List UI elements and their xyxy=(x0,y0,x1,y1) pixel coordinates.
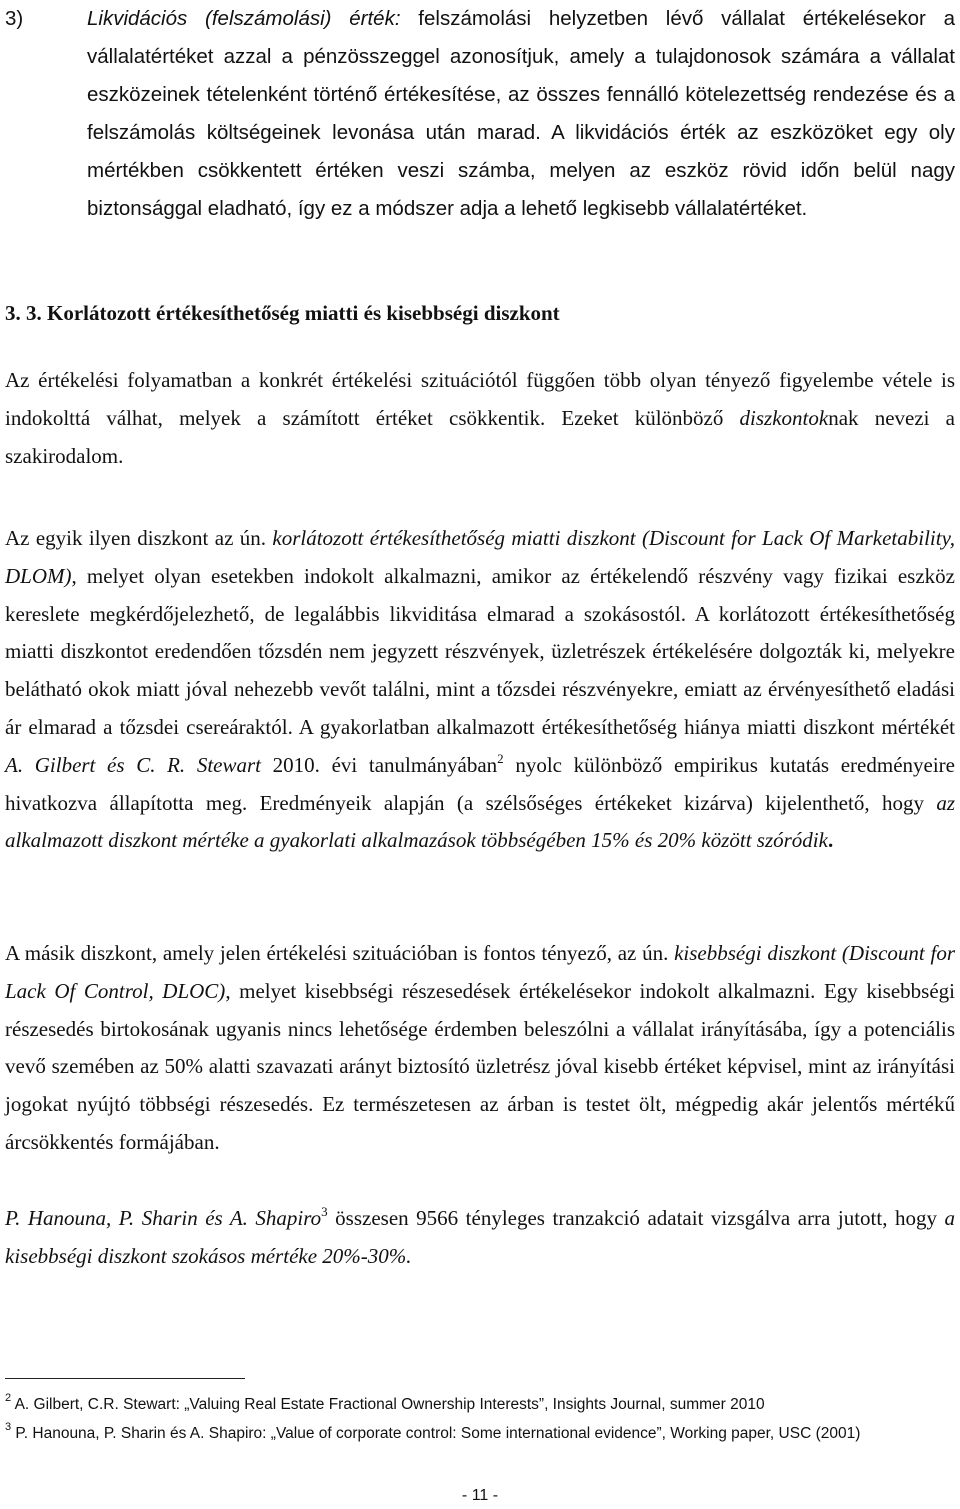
footnote-3: $^3$ P. Hanouna, P. Sharin és A. Shapiro: „Value of corporate control: Some international evidence”, Working paper, USC (2001) xyxy=(5,1421,861,1442)
list-item-text: felszámolási helyzetben lévő vállalat értékelésekor a vállalatértéket azzal a pénzösszeggel azonosítjuk, amely a tulajdonosok számára a vállalat eszközeinek tételenként történő értékesítése, az összes fennálló kötelezettség rendezése és a felszámolás költségeinek levonása után marad. xyxy=(87,7,955,144)
paragraph-3: A másik diszkont, amely jelen értékelési szituációban is fontos tényező, az ún. kisebbségi diszkont (Discount for Lack Of Control, DLOC), melyet kisebbségi részesedések értékelésekor indokolt alkalmazni. Egy kisebbségi részesedés birtokosának ugyanis nincs lehetősége érdemben beleszólni a vállalat irányításába, így a potenciális vevő szemében az 50% alatti szavazati arányt biztosító üzletrész jóval kisebb értéket képvisel, mint az irányítási jogokat nyújtó többségi részesedés. Ez természetesen az árban is testet ölt, mégpedig akár jelentős mértékű árcsökkentés formájában. xyxy=(5,941,956,1154)
paragraph-1: Az értékelési folyamatban a konkrét értékelési szituációtól függően több olyan tényező figyelembe vétele is indokolttá válhat, melyek a számított értéket csökkentik. Ezeket különböző diszkontoknak nevezi a szakirodalom. xyxy=(5,368,955,468)
list-item-liquidation-value xyxy=(5,0,955,228)
footnote-2: $^2$ A. Gilbert, C.R. Stewart: „Valuing Real Estate Fractional Ownership Interests”, Insights Journal, summer 2010 xyxy=(5,1392,765,1413)
footnote-ref-2[interactable]: 2 xyxy=(497,750,504,766)
paragraph-2: Az egyik ilyen diszkont az ún. korlátozott értékesíthetőség miatti diszkont (Discount for Lack Of Marketability, DLOM), melyet olyan esetekben indokolt alkalmazni, amikor az értékelendő részvény vagy fizikai eszköz kereslete megkérdőjelezhető, de legalábbis likviditása elmarad a szokásostól. A korlátozott értékesíthetőség miatti diszkontot eredendően tőzsdén nem jegyzett részvények, üzletrészek értékelésére dolgozták ki, melyekre belátható okok miatt jóval nehezebb vevőt találni, mint a tőzsdei részvényekre, emiatt az érvényesíthető eladási ár elmarad a tőzsdei csereáraktól. A gyakorlatban alkalmazott értékesíthetőség hiánya miatti diszkont mértékét A. Gilbert és C. R. Stewart 2010. évi tanulmányában$^2$ nyolc különböző empirikus kutatás eredményeire hivatkozva állapította meg. Eredményeik alapján (a szélsőséges értékeket kizárva) kijelenthető, hogy az alkalmazott diszkont mértéke a gyakorlati alkalmazások többségében 15% és 20% között szóródik. xyxy=(5,526,955,853)
page-number: - 11 - xyxy=(461,1487,499,1504)
paragraph-4: P. Hanouna, P. Sharin és A. Shapiro$^3$ összesen 9566 tényleges tranzakció adatait vizsgálva arra jutott, hogy a kisebbségi diszkont szokásos mértéke 20%-30%. xyxy=(5,1204,955,1268)
footnote-ref-3[interactable]: 3 xyxy=(321,1204,328,1219)
footnote-divider xyxy=(5,1378,245,1379)
list-item-title: Likvidációs (felszámolási) érték: xyxy=(87,7,401,30)
section-heading: 3. 3. Korlátozott értékesíthetőség miatti és kisebbségi diszkont xyxy=(5,301,560,325)
list-item-text-2: A likvidációs érték az eszközöket egy oly mértékben csökkentett értéken veszi számba, melyen az eszköz rövid időn belül nagy biztonsággal eladható, így ez a módszer adja a lehető legkisebb vállalatértéket. xyxy=(87,121,955,220)
footnotes xyxy=(5,1390,955,1448)
list-item-number: 3) xyxy=(5,7,24,30)
